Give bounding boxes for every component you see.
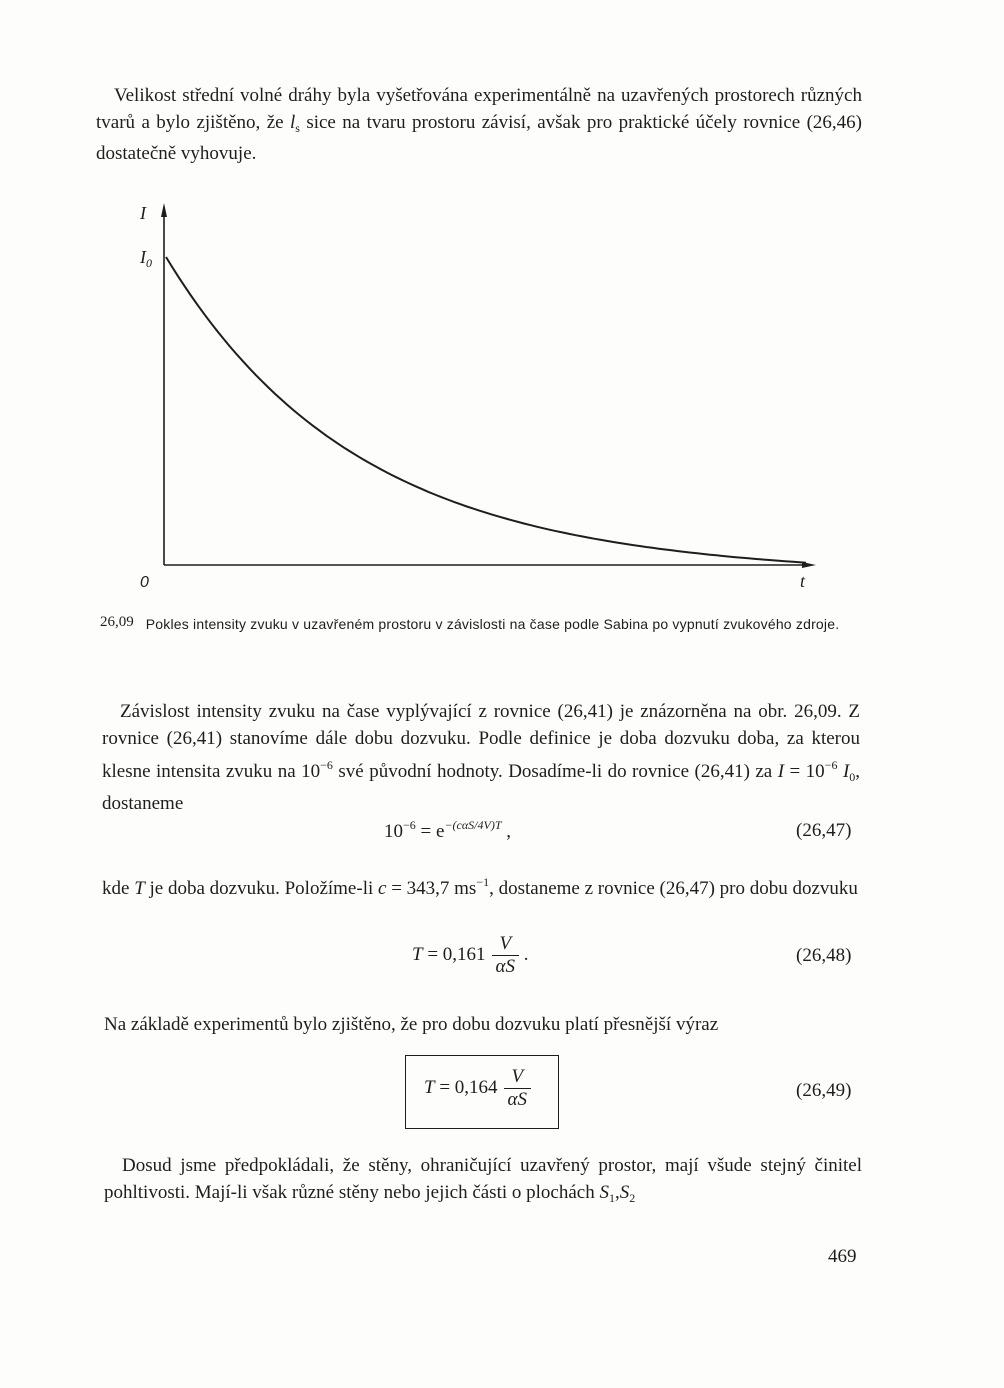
x-axis-label: t <box>800 571 806 591</box>
decay-figure <box>120 195 840 595</box>
caption-number: 26,09 <box>100 614 134 630</box>
equation-26-47: $10^{-6} = e^{-(c\alpha S/4V)T}$ , <box>384 818 511 842</box>
paragraph-1: Velikost střední volné dráhy byla vyšetřována experimentálně na uzavřených prostorech různých tvarů a bylo zjištěno, že $l_s$ sice na tvaru prostoru závisí, avšak pro praktické účely rovnice (26,46) dostatečně vyhovuje. <box>96 85 863 164</box>
origin-label: 0 <box>140 574 149 591</box>
i0-label: $I_0$ <box>140 247 152 270</box>
fraction-v-over-alpha-s-2: $\frac{V}{\alpha S}$ <box>504 1066 531 1111</box>
page-number: 469 <box>828 1246 857 1267</box>
fraction-v-over-alpha-s: $\frac{V}{\alpha S}$ <box>492 933 519 978</box>
paragraph-3: kde T je doba dozvuku. Položíme-li c = 343,7 $ms^{-1}$, dostaneme z rovnice (26,47) pro dobu dozvuku <box>102 875 858 899</box>
caption-text: Pokles intensity zvuku v uzavřeném prostoru v závislosti na čase podle Sabina po vypnutí zvukového zdroje. <box>145 616 840 632</box>
y-axis-arrow <box>161 203 167 217</box>
y-axis-label: I <box>140 203 146 223</box>
paragraph-5: Dosud jsme předpokládali, že stěny, ohraničující uzavřený prostor, mají všude stejný činitel pohltivosti. Mají-li však různé stěny nebo jejich části o plochách $S_1,S_2$ <box>104 1155 862 1205</box>
equation-number-26-48: (26,48) <box>796 945 852 966</box>
paragraph-4: Na základě experimentů bylo zjištěno, že pro dobu dozvuku platí přesnější výraz <box>104 1014 719 1035</box>
decay-curve <box>166 257 806 563</box>
figure-caption <box>100 614 870 634</box>
equation-number-26-47: (26,47) <box>796 820 852 841</box>
equation-26-48: T = 0,161 $\frac{V}{\alpha S}$ . <box>412 933 529 977</box>
paragraph-2: Závislost intensity zvuku na čase vyplývající z rovnice (26,41) je znázorněna na obr. 26,09. Z rovnice (26,41) stanovíme dále dobu dozvuku. Podle definice je doba dozvuku doba, za kterou klesne intensita zvuku na $10^{-6}$ své původní hodnoty. Dosadíme-li do rovnice (26,41) za $I = 10^{-6}$ $I_0$, dostaneme <box>102 701 861 814</box>
equation-number-26-49: (26,49) <box>796 1080 852 1101</box>
equation-26-49: T = 0,164 $\frac{V}{\alpha S}$ <box>424 1066 531 1111</box>
